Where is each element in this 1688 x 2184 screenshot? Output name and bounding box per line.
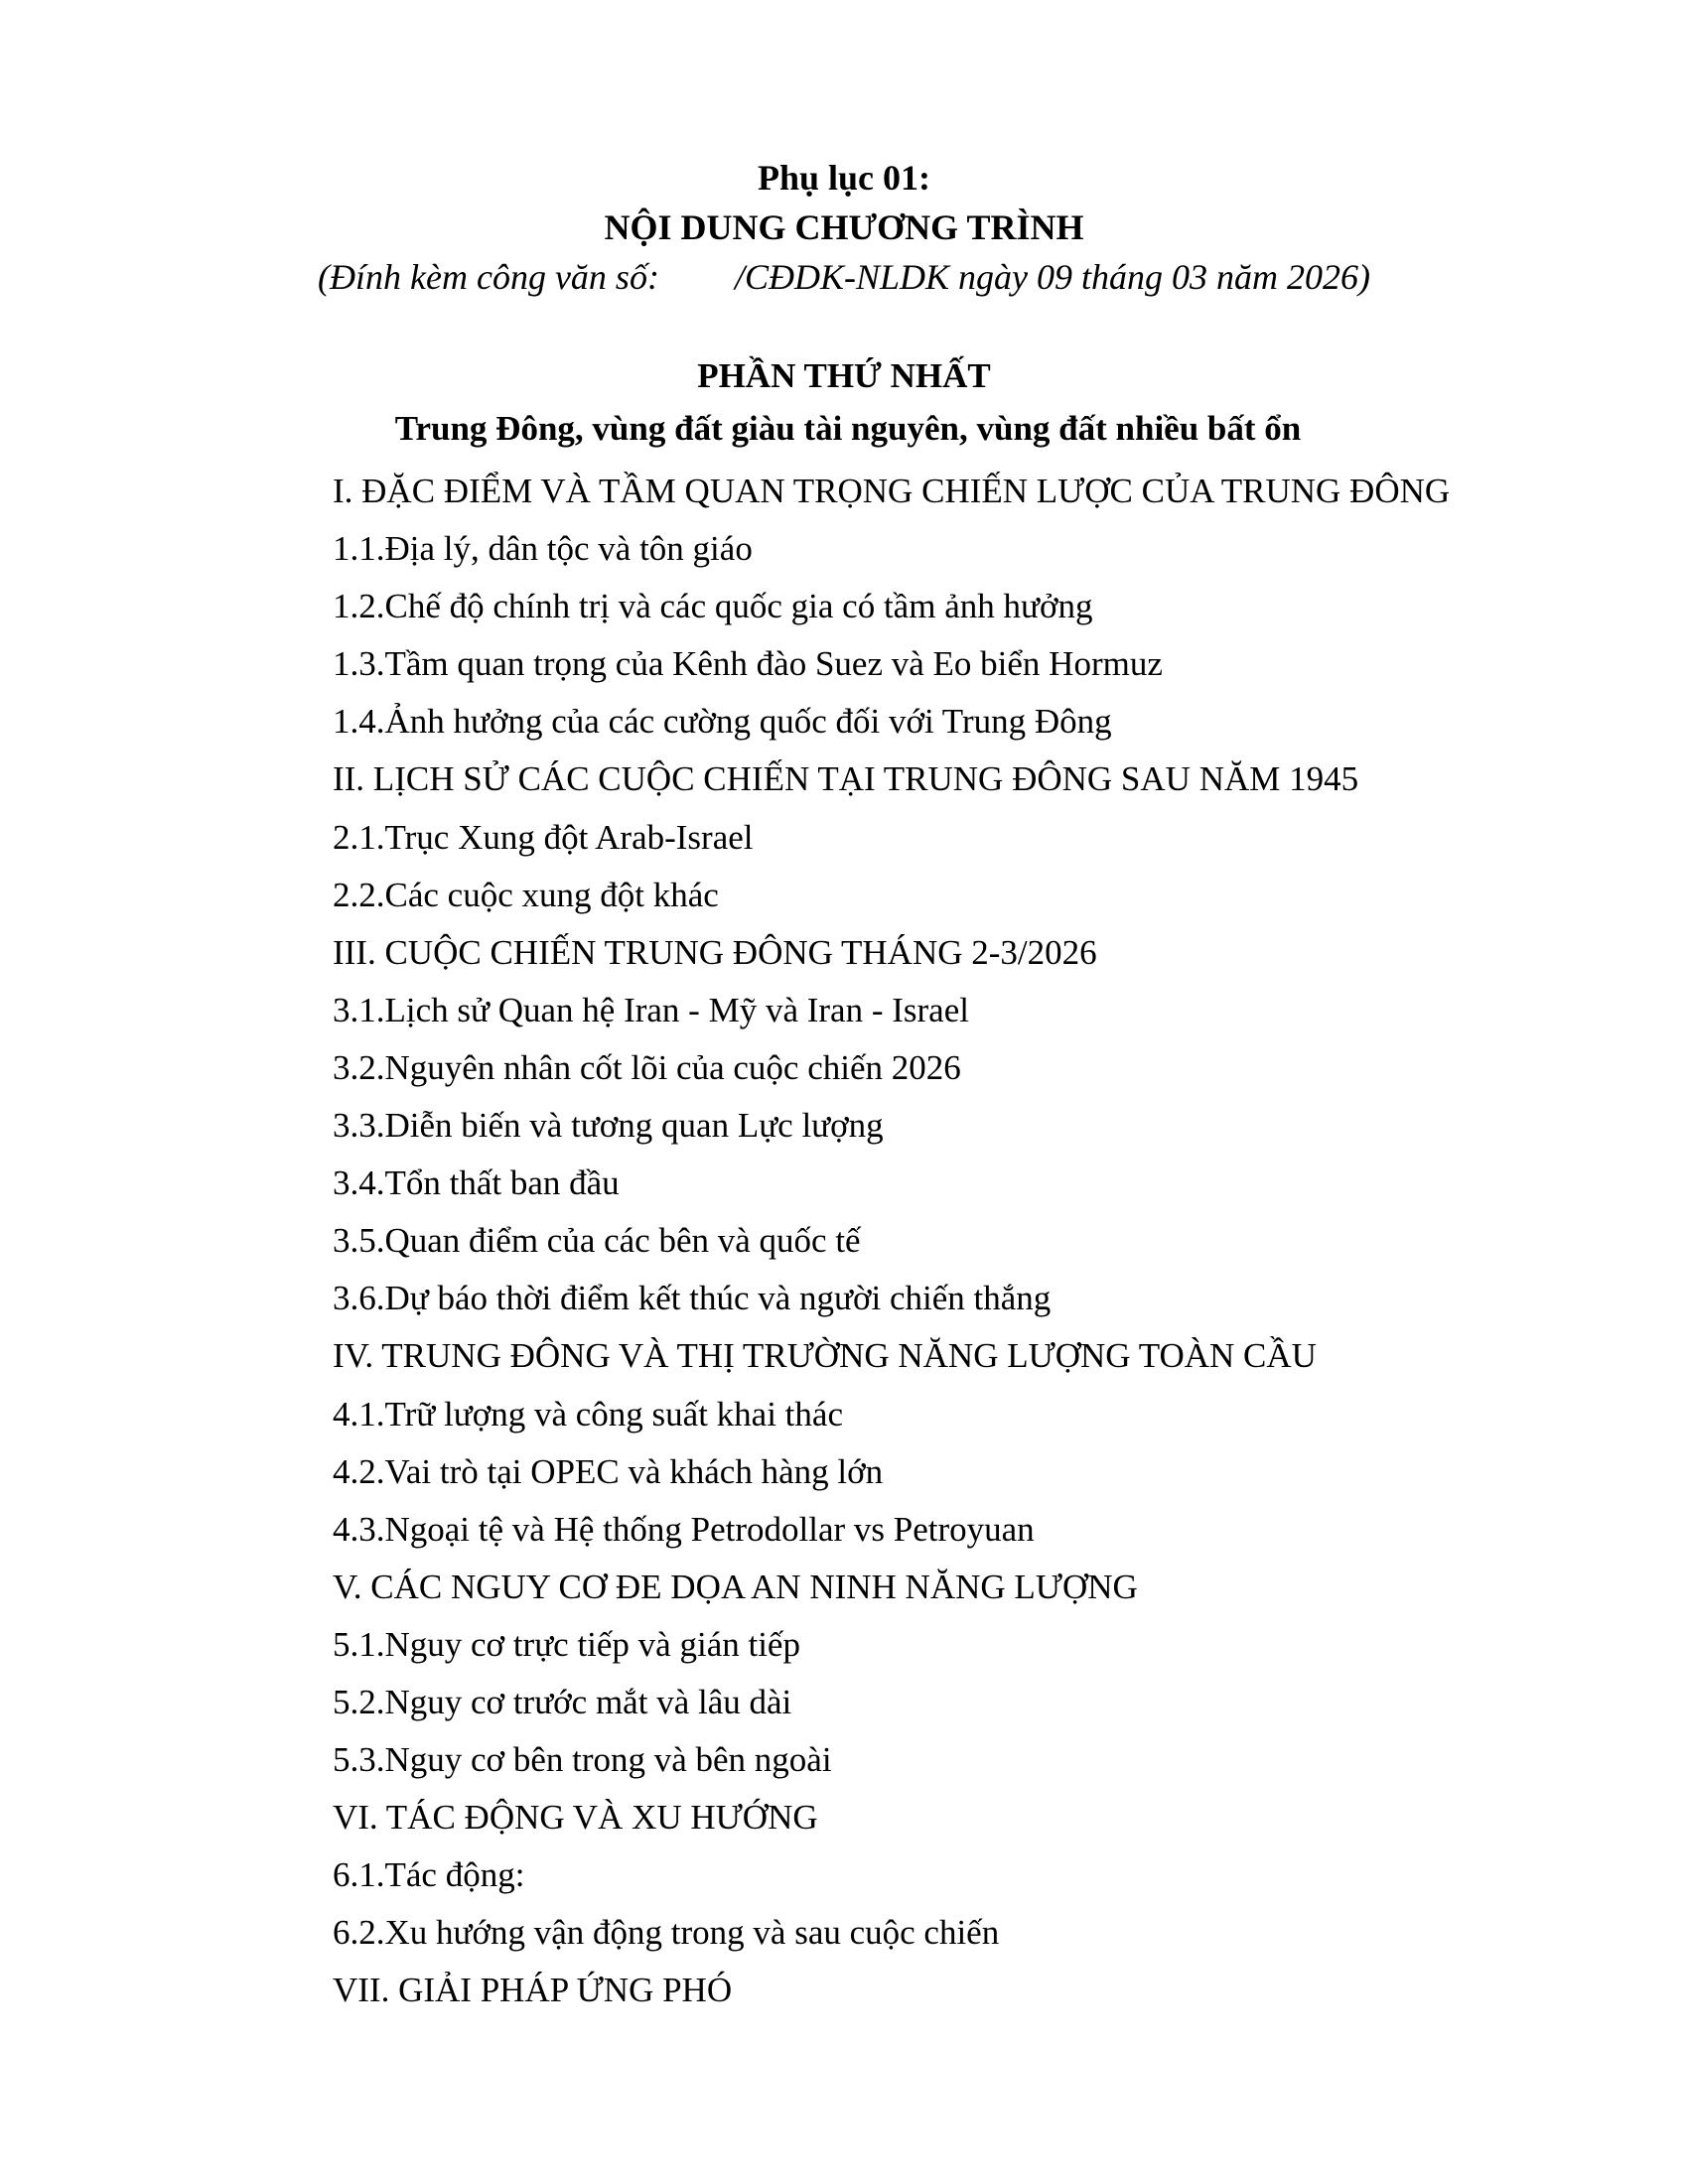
toc-item: 1.4.Ảnh hưởng của các cường quốc đối với Trung Đông (333, 702, 1112, 742)
part-heading (0, 351, 1688, 457)
toc-section-heading: IV. TRUNG ĐÔNG VÀ THỊ TRƯỜNG NĂNG LƯỢNG TOÀN CẦU (333, 1336, 1317, 1376)
table-of-contents (333, 463, 1643, 2020)
toc-item: 3.2.Nguyên nhân cốt lõi của cuộc chiến 2026 (333, 1047, 961, 1087)
toc-item: 1.3.Tầm quan trọng của Kênh đào Suez và Eo biển Hormuz (333, 644, 1163, 684)
appendix-subtitle: NỘI DUNG CHƯƠNG TRÌNH (604, 207, 1084, 247)
toc-item: 2.1.Trục Xung đột Arab-Israel (333, 817, 754, 857)
toc-item: 3.5.Quan điểm của các bên và quốc tế (333, 1221, 861, 1261)
toc-item: 1.2.Chế độ chính trị và các quốc gia có tầm ảnh hưởng (333, 587, 1093, 626)
part-title: PHẦN THỨ NHẤT (697, 356, 991, 395)
toc-item: 4.2.Vai trò tại OPEC và khách hàng lớn (333, 1451, 884, 1491)
toc-section-heading: VII. GIẢI PHÁP ỨNG PHÓ (333, 1971, 733, 2010)
part-subtitle: Trung Đông, vùng đất giàu tài nguyên, vùng đất nhiều bất ổn (394, 409, 1302, 448)
toc-item: 3.3.Diễn biến và tương quan Lực lượng (333, 1106, 884, 1146)
toc-section-heading: III. CUỘC CHIẾN TRUNG ĐÔNG THÁNG 2-3/2026 (333, 932, 1097, 972)
toc-item: 3.1.Lịch sử Quan hệ Iran - Mỹ và Iran - Israel (333, 990, 969, 1029)
toc-item: 6.1.Tác động: (333, 1855, 525, 1895)
toc-section-heading: II. LỊCH SỬ CÁC CUỘC CHIẾN TẠI TRUNG ĐÔNG SAU NĂM 1945 (333, 759, 1359, 799)
toc-section-heading: VI. TÁC ĐỘNG VÀ XU HƯỚNG (333, 1798, 818, 1838)
document-header (0, 153, 1688, 302)
toc-item: 5.2.Nguy cơ trước mắt và lâu dài (333, 1682, 792, 1721)
toc-item: 4.3.Ngoại tệ và Hệ thống Petrodollar vs Petroyuan (333, 1509, 1035, 1549)
toc-item: 4.1.Trữ lượng và công suất khai thác (333, 1394, 843, 1433)
attachment-reference (0, 252, 1688, 302)
toc-item: 5.3.Nguy cơ bên trong và bên ngoài (333, 1740, 832, 1780)
appendix-title: Phụ lục 01: (757, 158, 931, 198)
toc-item: 1.1.Địa lý, dân tộc và tôn giáo (333, 529, 753, 569)
toc-item: 3.4.Tổn thất ban đầu (333, 1163, 620, 1203)
attachment-reference-prefix: (Đính kèm công văn số: (318, 257, 659, 297)
toc-item: 3.6.Dự báo thời điểm kết thúc và người chiến thắng (333, 1279, 1052, 1318)
toc-item: 6.2.Xu hướng vận động trong và sau cuộc chiến (333, 1913, 1000, 1953)
toc-section-heading: I. ĐẶC ĐIỂM VÀ TẦM QUAN TRỌNG CHIẾN LƯỢC CỦA TRUNG ĐÔNG (333, 472, 1451, 510)
toc-section-heading: V. CÁC NGUY CƠ ĐE DỌA AN NINH NĂNG LƯỢNG (333, 1567, 1138, 1606)
toc-item: 5.1.Nguy cơ trực tiếp và gián tiếp (333, 1624, 800, 1664)
attachment-reference-suffix: /CĐDK-NLDK ngày 09 tháng 03 năm 2026) (734, 257, 1370, 297)
toc-item: 2.2.Các cuộc xung đột khác (333, 875, 719, 914)
